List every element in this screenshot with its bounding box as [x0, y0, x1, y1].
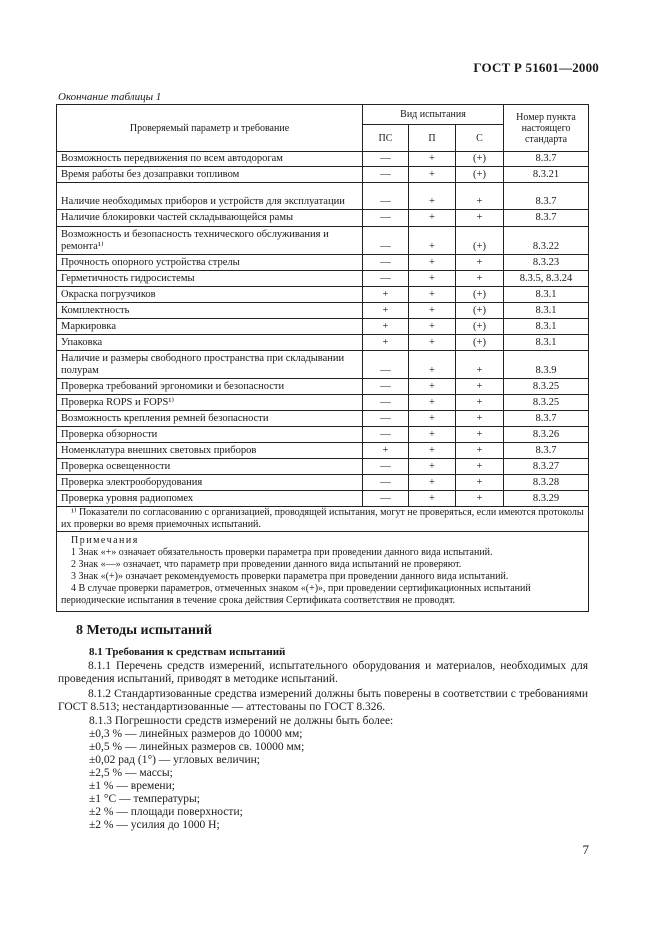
table-row	[57, 271, 589, 287]
table-row	[57, 443, 589, 459]
paragraph-8-1-3: 8.1.3 Погрешности средств измерений не должны быть более:	[89, 715, 394, 727]
table-row	[57, 459, 589, 475]
row-param: Возможность и безопасность технического обслуживания и ремонта¹⁾	[57, 227, 363, 255]
row-ps-mark: +	[363, 287, 409, 303]
tolerance-item: ±0,3 % — линейных размеров до 10000 мм;	[89, 728, 303, 740]
header-clause: Номер пункта настоящего стандарта	[504, 105, 589, 152]
table-row	[57, 351, 589, 379]
row-s-mark: +	[456, 459, 504, 475]
row-ps-mark: +	[363, 303, 409, 319]
header-s: С	[456, 125, 504, 152]
row-ps-mark: —	[363, 351, 409, 379]
header-ps: ПС	[363, 125, 409, 152]
row-p-mark: +	[409, 152, 456, 167]
table-row	[57, 319, 589, 335]
section-title: 8 Методы испытаний	[76, 623, 213, 638]
row-ps-mark: —	[363, 475, 409, 491]
row-clause: 8.3.7	[504, 210, 589, 227]
row-clause: 8.3.28	[504, 475, 589, 491]
row-param: Комплектность	[57, 303, 363, 319]
row-s-mark: +	[456, 427, 504, 443]
footnote-text: ¹⁾ Показатели по согласованию с организацией, проводящей испытания, могут не проверяться, если имеются протоколы их проверки во время приемочных испытаний.	[61, 507, 584, 530]
row-ps-mark: +	[363, 319, 409, 335]
row-param: Наличие необходимых приборов и устройств для эксплуатации	[57, 183, 363, 210]
row-param: Наличие и размеры свободного пространства при складывании полурам	[57, 351, 363, 379]
table-row	[57, 335, 589, 351]
row-param: Время работы без дозаправки топливом	[57, 167, 363, 183]
row-s-mark: (+)	[456, 167, 504, 183]
standard-number: ГОСТ Р 51601—2000	[473, 60, 599, 75]
row-p-mark: +	[409, 351, 456, 379]
tolerance-item: ±2 % — площади поверхности;	[89, 806, 243, 818]
row-p-mark: +	[409, 303, 456, 319]
row-p-mark: +	[409, 475, 456, 491]
table-row	[57, 227, 589, 255]
row-ps-mark: —	[363, 379, 409, 395]
row-p-mark: +	[409, 335, 456, 351]
note-3: 3 Знак «(+)» означает рекомендуемость проверки параметра при проведении данного вида испытаний.	[71, 571, 509, 582]
row-ps-mark: —	[363, 152, 409, 167]
paragraph-8-1-2	[58, 688, 588, 714]
row-clause: 8.3.23	[504, 255, 589, 271]
row-p-mark: +	[409, 379, 456, 395]
row-p-mark: +	[409, 255, 456, 271]
requirements-table	[56, 104, 589, 612]
row-ps-mark: —	[363, 183, 409, 210]
row-clause: 8.3.26	[504, 427, 589, 443]
row-s-mark: (+)	[456, 287, 504, 303]
table-row	[57, 395, 589, 411]
table-row	[57, 475, 589, 491]
row-param: Проверка электрооборудования	[57, 475, 363, 491]
row-param: Окраска погрузчиков	[57, 287, 363, 303]
row-s-mark: +	[456, 255, 504, 271]
table-row	[57, 167, 589, 183]
row-ps-mark: —	[363, 491, 409, 507]
row-p-mark: +	[409, 491, 456, 507]
row-s-mark: (+)	[456, 303, 504, 319]
row-param: Маркировка	[57, 319, 363, 335]
row-param: Номенклатура внешних световых приборов	[57, 443, 363, 459]
row-s-mark: +	[456, 379, 504, 395]
note-1: 1 Знак «+» означает обязательность проверки параметра при проведении данного вида испытаний.	[71, 547, 493, 558]
row-s-mark: +	[456, 491, 504, 507]
row-p-mark: +	[409, 287, 456, 303]
tolerance-item: ±2,5 % — массы;	[89, 767, 173, 779]
table-row	[57, 303, 589, 319]
table-notes	[57, 532, 589, 612]
row-p-mark: +	[409, 443, 456, 459]
row-clause: 8.3.7	[504, 152, 589, 167]
table-row	[57, 255, 589, 271]
note-4: 4 В случае проверки параметров, отмеченных знаком «(+)», при проведении сертификационных испытаний периодические испытания в течение срока действия Сертификата соответствия не проводят.	[61, 583, 531, 606]
row-clause: 8.3.7	[504, 183, 589, 210]
row-ps-mark: —	[363, 395, 409, 411]
table-row	[57, 287, 589, 303]
row-clause: 8.3.7	[504, 411, 589, 427]
row-p-mark: +	[409, 459, 456, 475]
row-p-mark: +	[409, 319, 456, 335]
row-s-mark: +	[456, 210, 504, 227]
notes-title: Примечания	[71, 535, 139, 546]
row-ps-mark: —	[363, 411, 409, 427]
tolerance-item: ±1 °С — температуры;	[89, 793, 200, 805]
row-ps-mark: —	[363, 271, 409, 287]
row-clause: 8.3.1	[504, 335, 589, 351]
row-s-mark: (+)	[456, 335, 504, 351]
tolerance-item: ±1 % — времени;	[89, 780, 175, 792]
row-clause: 8.3.25	[504, 379, 589, 395]
row-s-mark: +	[456, 475, 504, 491]
row-ps-mark: —	[363, 255, 409, 271]
row-s-mark: (+)	[456, 152, 504, 167]
row-p-mark: +	[409, 227, 456, 255]
table-row	[57, 411, 589, 427]
row-param: Проверка обзорности	[57, 427, 363, 443]
note-2: 2 Знак «—» означает, что параметр при проведении данного вида испытаний не проверяют.	[71, 559, 462, 570]
table-footnote	[57, 507, 589, 532]
row-clause: 8.3.1	[504, 287, 589, 303]
row-param: Возможность крепления ремней безопасности	[57, 411, 363, 427]
row-p-mark: +	[409, 210, 456, 227]
row-clause: 8.3.29	[504, 491, 589, 507]
row-clause: 8.3.1	[504, 319, 589, 335]
row-ps-mark: —	[363, 210, 409, 227]
row-p-mark: +	[409, 411, 456, 427]
row-s-mark: +	[456, 183, 504, 210]
table-row	[57, 152, 589, 167]
row-ps-mark: —	[363, 227, 409, 255]
paragraph-8-1-1-text: 8.1.1 Перечень средств измерений, испытательного оборудования и материалов, необходимых для проведения испытаний, приводят в методике испытаний.	[58, 660, 588, 685]
row-clause: 8.3.9	[504, 351, 589, 379]
paragraph-8-1-1	[58, 660, 588, 686]
row-p-mark: +	[409, 183, 456, 210]
row-param: Проверка требований эргономики и безопасности	[57, 379, 363, 395]
row-s-mark: (+)	[456, 227, 504, 255]
table-row	[57, 183, 589, 210]
paragraph-8-1-2-text: 8.1.2 Стандартизованные средства измерений должны быть поверены в соответствии с требованиями ГОСТ 8.513; нестандартизованные — аттестованы по ГОСТ 8.326.	[58, 688, 588, 713]
row-p-mark: +	[409, 395, 456, 411]
row-clause: 8.3.27	[504, 459, 589, 475]
row-ps-mark: +	[363, 335, 409, 351]
row-clause: 8.3.25	[504, 395, 589, 411]
row-param: Наличие блокировки частей складывающейся рамы	[57, 210, 363, 227]
row-param: Проверка освещенности	[57, 459, 363, 475]
row-s-mark: +	[456, 395, 504, 411]
header-test-type: Вид испытания	[363, 105, 504, 125]
row-clause: 8.3.1	[504, 303, 589, 319]
subsection-title: 8.1 Требования к средствам испытаний	[89, 646, 286, 658]
row-p-mark: +	[409, 167, 456, 183]
row-p-mark: +	[409, 427, 456, 443]
tolerance-item: ±2 % — усилия до 1000 Н;	[89, 819, 220, 831]
header-p: П	[409, 125, 456, 152]
table-row	[57, 379, 589, 395]
row-s-mark: +	[456, 411, 504, 427]
row-param: Упаковка	[57, 335, 363, 351]
tolerance-item: ±0,5 % — линейных размеров св. 10000 мм;	[89, 741, 305, 753]
row-ps-mark: +	[363, 443, 409, 459]
table-row	[57, 210, 589, 227]
table-caption: Окончание таблицы 1	[58, 91, 162, 103]
row-s-mark: +	[456, 443, 504, 459]
tolerance-item: ±0,02 рад (1°) — угловых величин;	[89, 754, 260, 766]
table-row	[57, 491, 589, 507]
row-param: Проверка ROPS и FOPS¹⁾	[57, 395, 363, 411]
row-ps-mark: —	[363, 167, 409, 183]
row-clause: 8.3.5, 8.3.24	[504, 271, 589, 287]
row-param: Герметичность гидросистемы	[57, 271, 363, 287]
row-s-mark: (+)	[456, 319, 504, 335]
row-param: Прочность опорного устройства стрелы	[57, 255, 363, 271]
row-s-mark: +	[456, 271, 504, 287]
row-ps-mark: —	[363, 427, 409, 443]
row-ps-mark: —	[363, 459, 409, 475]
header-param: Проверяемый параметр и требование	[57, 105, 363, 152]
row-clause: 8.3.7	[504, 443, 589, 459]
row-p-mark: +	[409, 271, 456, 287]
row-param: Возможность передвижения по всем автодорогам	[57, 152, 363, 167]
row-param: Проверка уровня радиопомех	[57, 491, 363, 507]
row-clause: 8.3.21	[504, 167, 589, 183]
page-number: 7	[582, 842, 589, 857]
table-row	[57, 427, 589, 443]
row-clause: 8.3.22	[504, 227, 589, 255]
row-s-mark: +	[456, 351, 504, 379]
